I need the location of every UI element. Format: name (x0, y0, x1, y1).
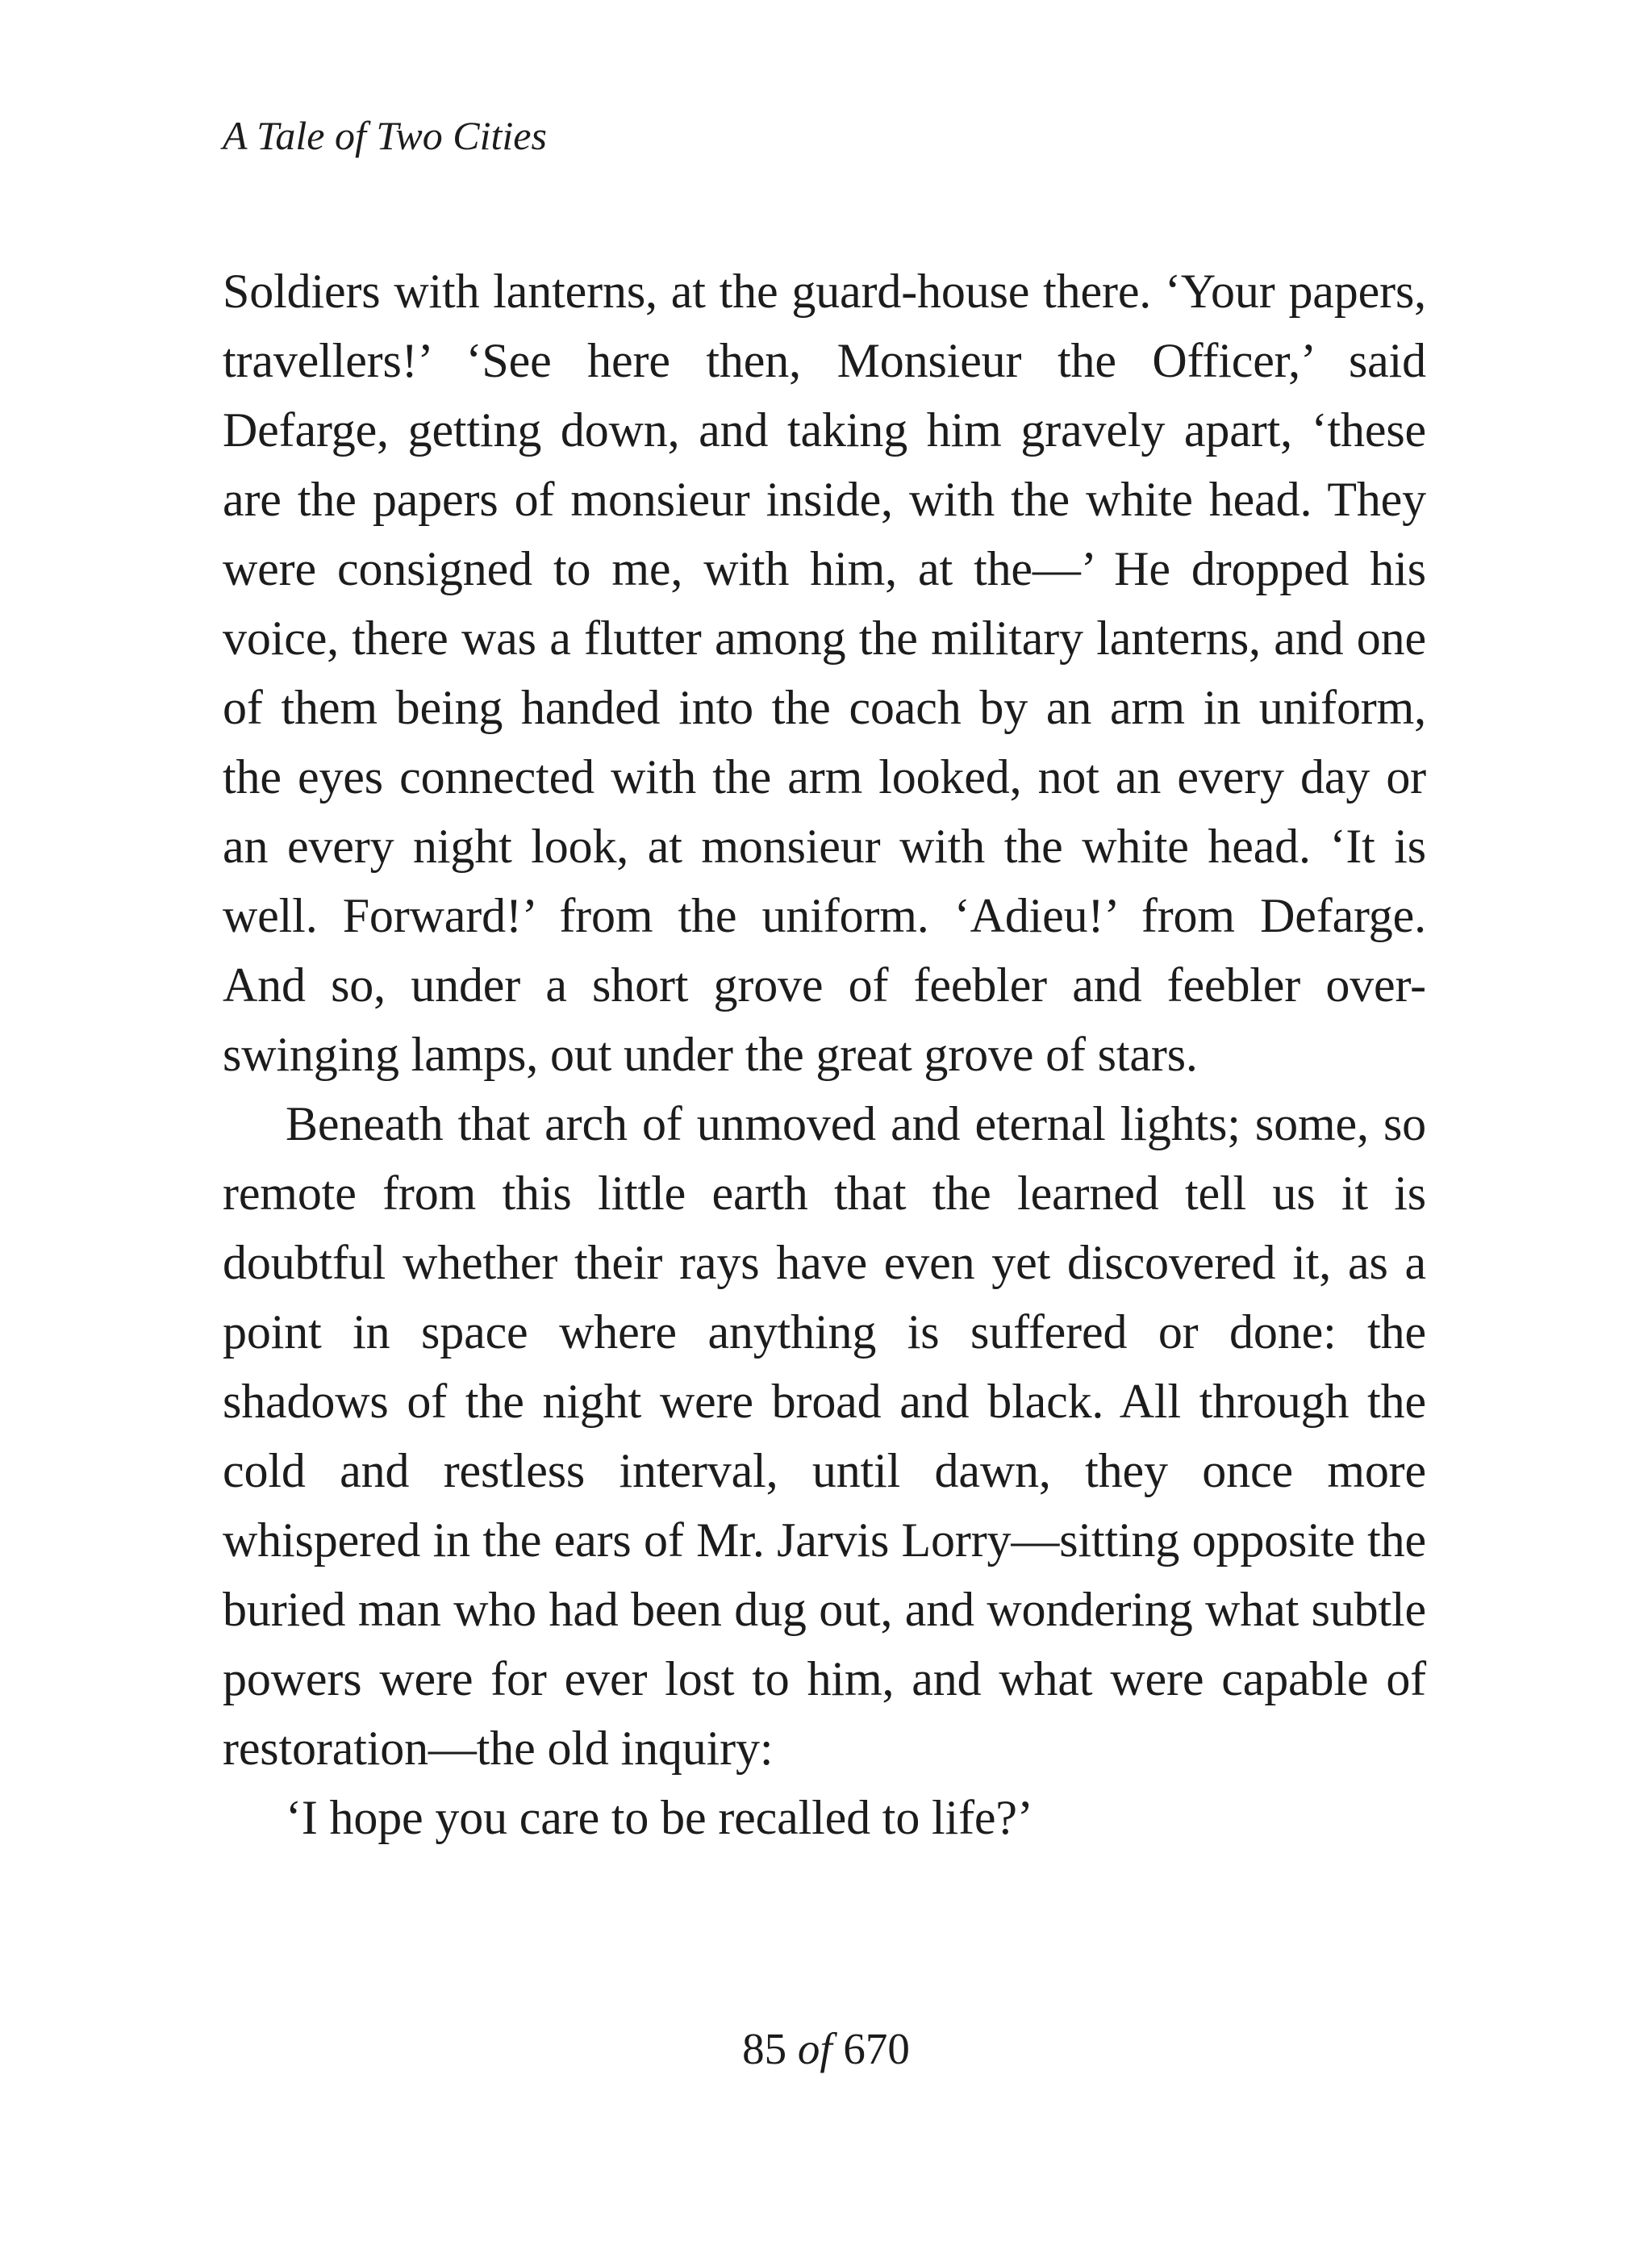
current-page-number: 85 (742, 2024, 787, 2073)
page-body-text (223, 257, 1426, 1852)
page-number-separator: of (797, 2024, 832, 2073)
paragraph-continued: Soldiers with lanterns, at the guard-house there. ‘Your papers, travellers!’ ‘See here then, Monsieur the Officer,’ said Defarge, getting down, and taking him gravely apart, ‘these are the papers of monsieur inside, with the white head. They were consigned to me, with him, at the—’ He dropped his voice, there was a flutter among the military lanterns, and one of them being handed into the coach by an arm in uniform, the eyes connected with the arm looked, not an every day or an every night look, at monsieur with the white head. ‘It is well. Forward!’ from the uniform. ‘Adieu!’ from Defarge. And so, under a short grove of feebler and feebler over-swinging lamps, out under the great grove of stars. (223, 265, 1426, 1081)
paragraph-recalled-to-life: ‘I hope you care to be recalled to life?’ (286, 1791, 1033, 1844)
page-number-footer (0, 2017, 1652, 2081)
paragraph-beneath-that-arch: Beneath that arch of unmoved and eternal lights; some, so remote from this little earth that the learned tell us it is doubtful whether their rays have even yet discovered it, as a point in space where anything is suffered or done: the shadows of the night were broad and black. All through the cold and restless interval, until dawn, they once more whispered in the ears of Mr. Jarvis Lorry—sitting opposite the buried man who had been dug out, and wondering what subtle powers were for ever lost to him, and what were capable of restoration—the old inquiry: (223, 1097, 1426, 1775)
total-page-count: 670 (843, 2024, 910, 2073)
running-header-title: A Tale of Two Cities (223, 113, 547, 158)
